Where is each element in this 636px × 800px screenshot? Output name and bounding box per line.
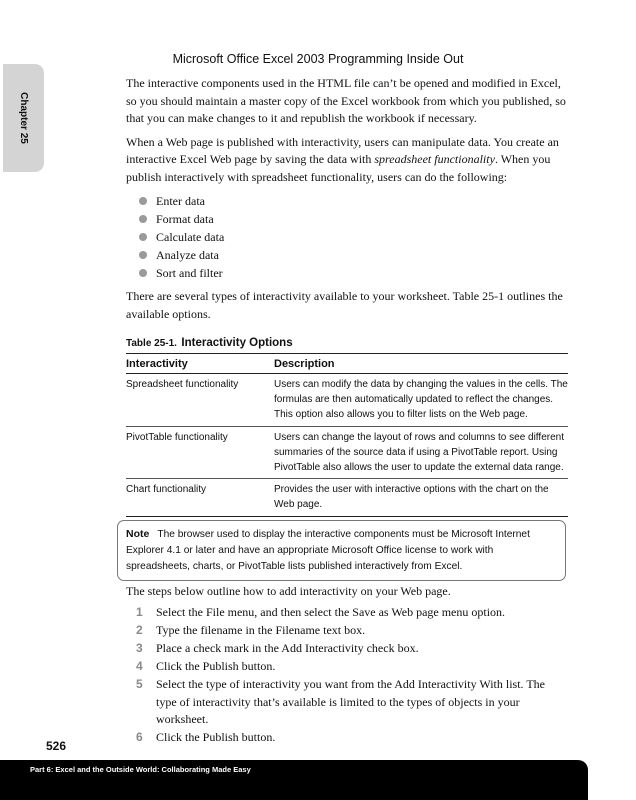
table-cell-interactivity: Chart functionality [126, 479, 274, 516]
table-row [126, 479, 568, 516]
list-item [126, 228, 568, 246]
table-header-description: Description [274, 354, 568, 374]
step-text: Click the Publish button. [156, 659, 276, 673]
list-item [126, 246, 568, 264]
list-item-text: Sort and filter [156, 266, 223, 280]
steps-intro: The steps below outline how to add interactivity on your Web page. [126, 584, 451, 598]
running-header: Microsoft Office Excel 2003 Programming Inside Out [172, 52, 464, 66]
note-box [117, 520, 566, 581]
chapter-tab-label: Chapter 25 [18, 92, 29, 144]
step-item [126, 658, 568, 676]
list-item-text: Analyze data [156, 248, 219, 262]
table-caption-title: Interactivity Options [181, 337, 293, 349]
step-number: 4 [136, 659, 143, 673]
steps-list [126, 604, 568, 747]
step-item [126, 676, 568, 729]
step-text: Click the Publish button. [156, 730, 276, 744]
paragraph-publish-end: . When you publish interactively with spreadsheet functionality, users can do the following: [126, 152, 551, 184]
step-number: 2 [136, 623, 143, 637]
step-item [126, 622, 568, 640]
bullet-icon [139, 269, 147, 277]
list-item-text: Calculate data [156, 230, 225, 244]
chapter-tab [3, 64, 44, 172]
bullet-icon [139, 197, 147, 205]
table-cell-description: Provides the user with interactive options with the chart on the Web page. [274, 479, 568, 516]
main-content [126, 75, 568, 517]
bullet-icon [139, 251, 147, 259]
table-cell-interactivity: Spreadsheet functionality [126, 374, 274, 427]
step-number: 1 [136, 605, 143, 619]
paragraph-intro: The interactive components used in the HTML file can’t be opened and modified in Excel, so you should maintain a master copy of the Excel workbook from which you published, so that you can make changes to it and republish the workbook if necessary. [126, 76, 566, 125]
page-number: 526 [46, 739, 67, 753]
table-cell-description: Users can modify the data by changing the values in the cells. The formulas are then automatically updated to reflect the changes. This option also allows you to filter lists on the Web page. [274, 374, 568, 427]
list-item [126, 210, 568, 228]
footer-part-title: Part 6: Excel and the Outside World: Collaborating Made Easy [30, 765, 251, 774]
step-text: Select the File menu, and then select the Save as Web page menu option. [156, 605, 506, 619]
list-item-text: Format data [156, 212, 214, 226]
footer-bar [0, 760, 588, 800]
emphasis-spreadsheet-functionality: spreadsheet functionality [374, 152, 495, 166]
list-item-text: Enter data [156, 194, 205, 208]
step-text: Select the type of interactivity you want from the Add Interactivity With list. The type of interactivity that’s available is limited to the types of objects in your worksheet. [156, 677, 545, 726]
step-item [126, 640, 568, 658]
paragraph-types: There are several types of interactivity available to your worksheet. Table 25-1 outlines the available options. [126, 289, 563, 321]
table-row [126, 426, 568, 479]
list-item [126, 264, 568, 282]
table-caption [126, 333, 568, 351]
step-text: Place a check mark in the Add Interactivity check box. [156, 641, 419, 655]
step-item [126, 729, 568, 747]
note-text: The browser used to display the interactive components must be Microsoft Internet Explorer 4.1 or later and have an appropriate Microsoft Office license to work with spreadsheets, charts, or PivotTable lists published interactively from Excel. [126, 529, 530, 572]
step-number: 3 [136, 641, 143, 655]
step-text: Type the filename in the Filename text box. [156, 623, 366, 637]
table-row [126, 374, 568, 427]
paragraph-publish [126, 134, 568, 187]
list-item [126, 192, 568, 210]
interactivity-options-table [126, 353, 568, 517]
table-cell-interactivity: PivotTable functionality [126, 426, 274, 479]
table-caption-label: Table 25-1. [126, 338, 177, 349]
bullet-list [126, 192, 568, 282]
note-label: Note [126, 528, 150, 540]
table-cell-description: Users can change the layout of rows and columns to see different summaries of the source data if using a PivotTable report. Using PivotTable also allows the user to update the external data range. [274, 426, 568, 479]
table-header-interactivity: Interactivity [126, 354, 274, 374]
bullet-icon [139, 233, 147, 241]
paragraph-publish-start: When a Web page is published with interactivity, users can manipulate data. You create an interactive Excel Web page by saving the data with [126, 134, 559, 166]
bullet-icon [139, 215, 147, 223]
step-number: 6 [136, 730, 143, 744]
step-number: 5 [136, 677, 143, 691]
table-header-row [126, 354, 568, 374]
step-item [126, 604, 568, 622]
